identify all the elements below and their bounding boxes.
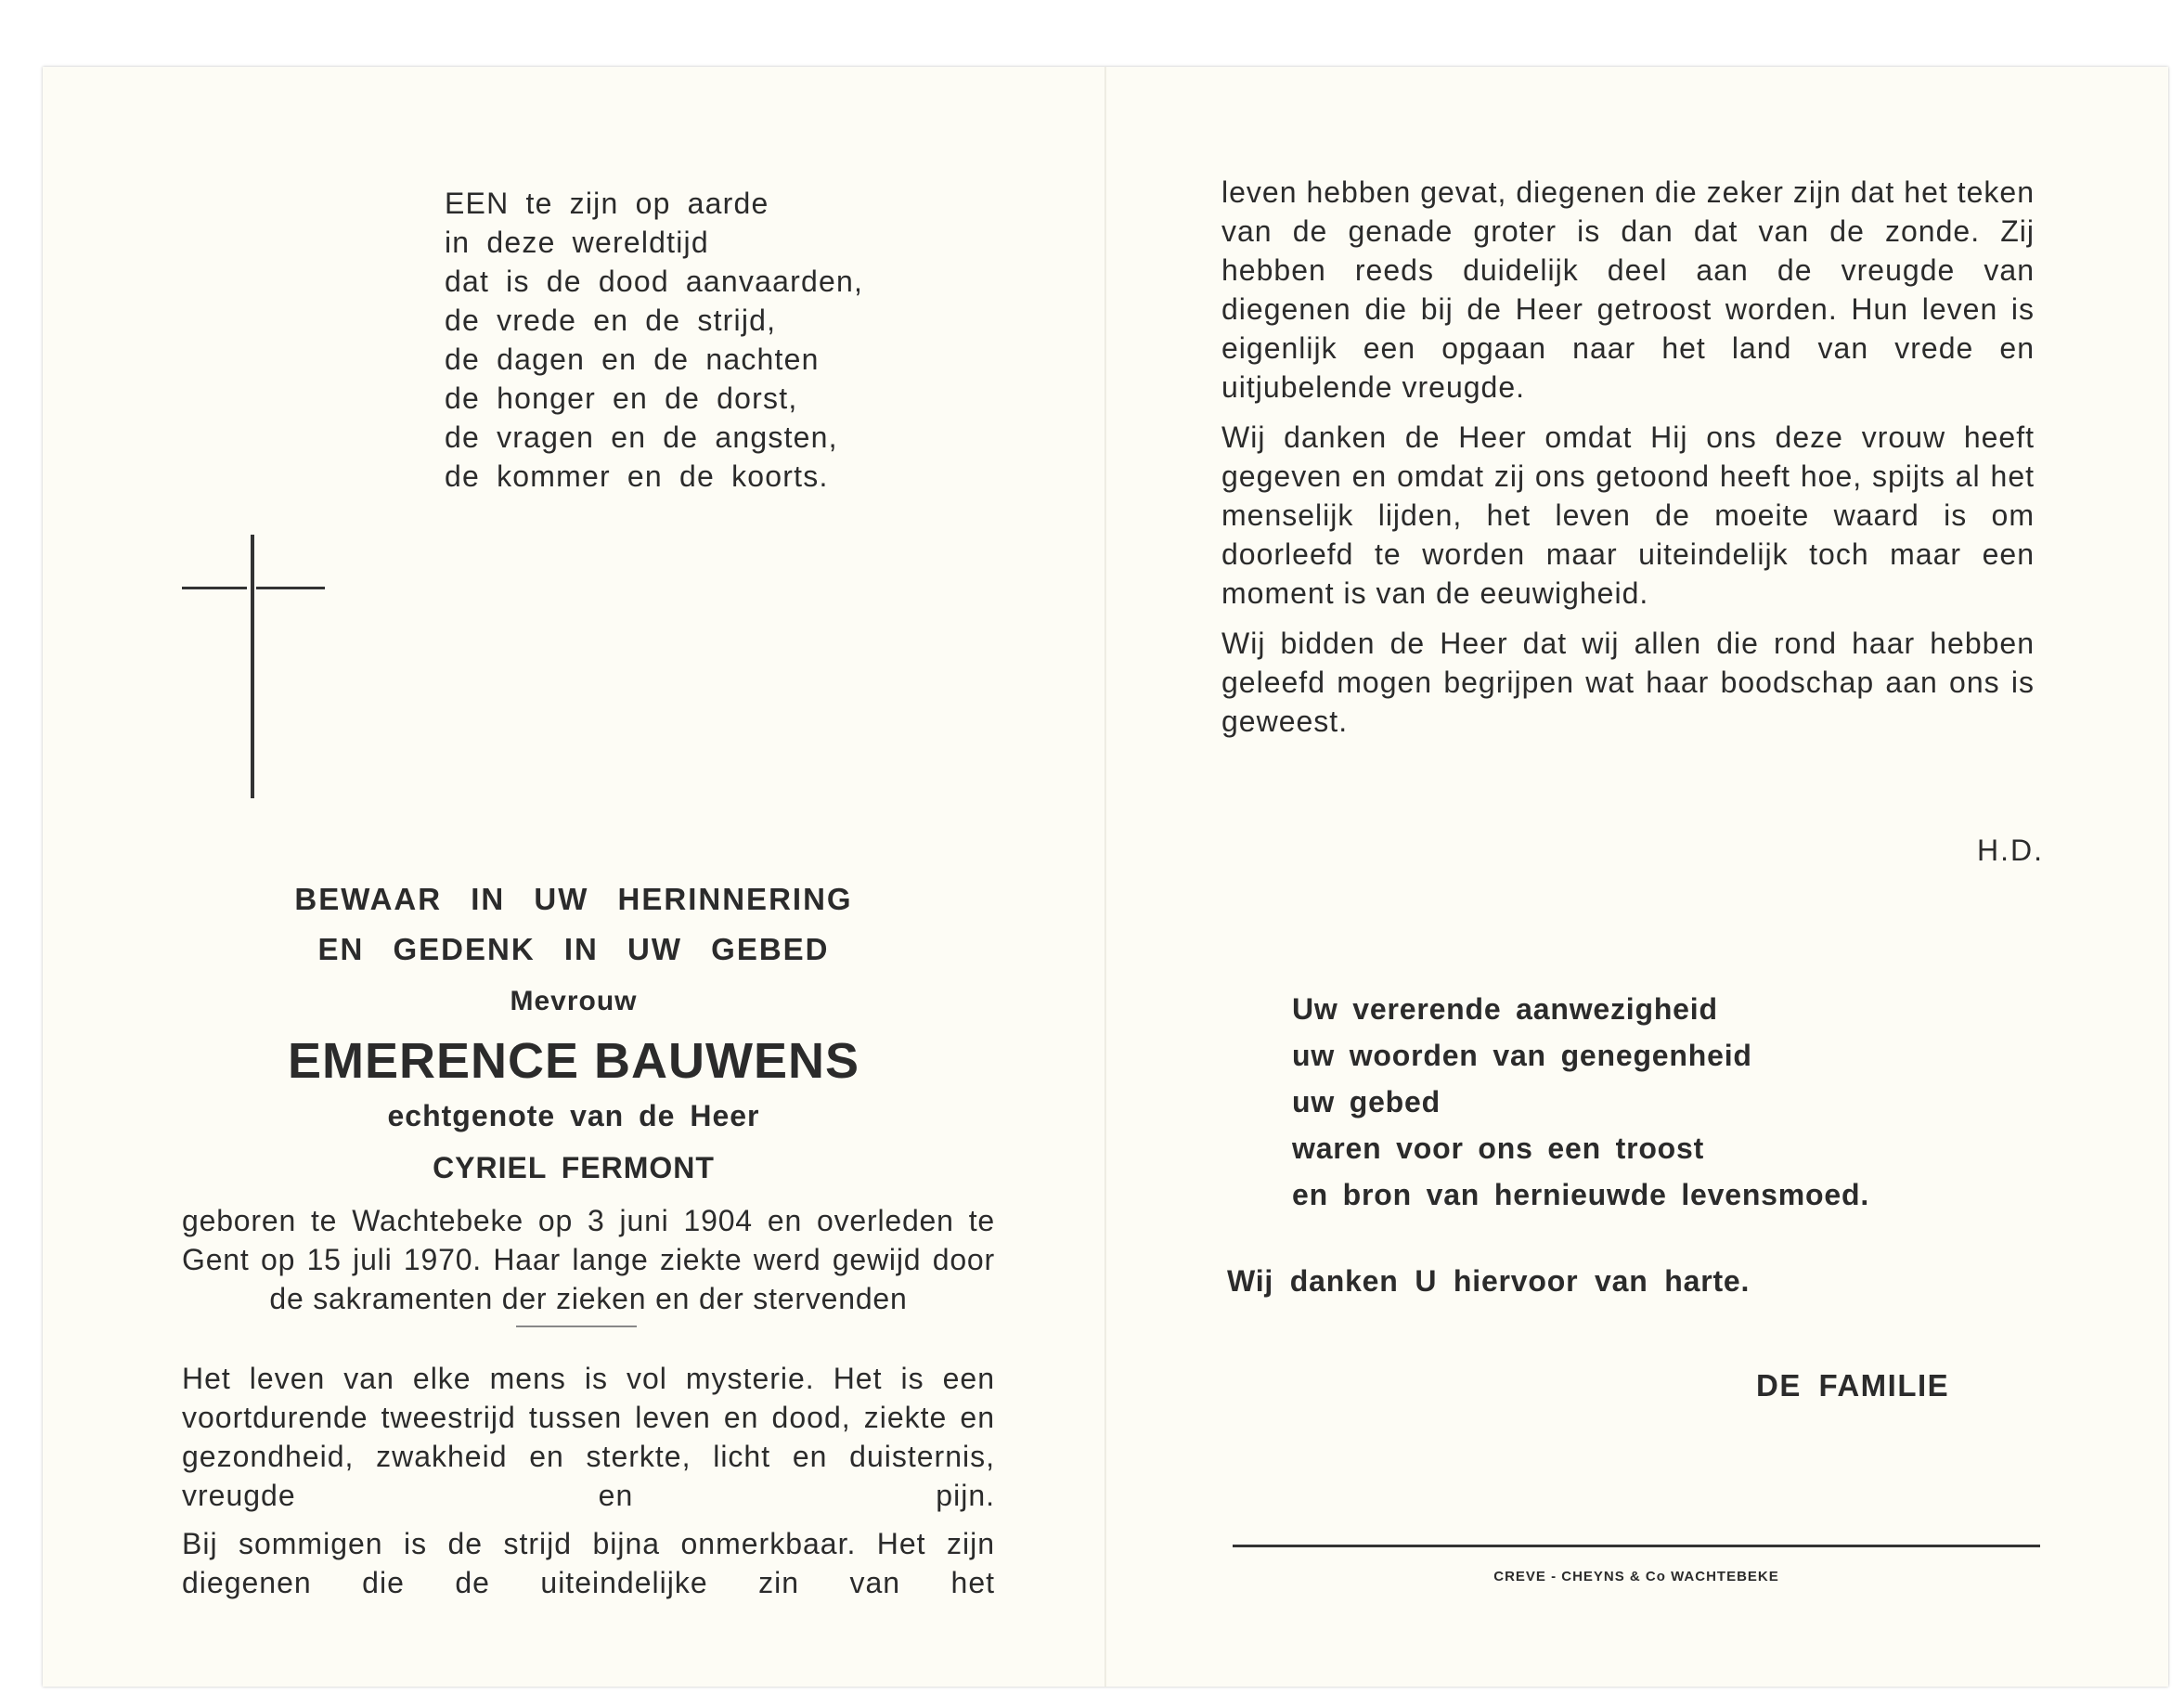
printer-rule <box>1233 1545 2040 1547</box>
heading-line-2: EN GEDENK IN UW GEBED <box>317 932 830 966</box>
poem <box>445 184 964 496</box>
title-mevrouw: Mevrouw <box>510 986 638 1016</box>
paragraph: Wij danken de Heer omdat Hij ons deze vrouw heeft gegeven en omdat zij ons getoond heeft hoe, spijts al het menselijk lijden, het leven de moeite waard is om doorleefd te worden maar uiteindelijk toch maar een moment is van de eeuwigheid. <box>1221 420 2035 610</box>
cross-left-arm <box>182 587 247 589</box>
left-panel <box>43 67 1105 1687</box>
right-panel <box>1106 67 2168 1687</box>
divider-line <box>516 1326 637 1327</box>
poem-line: in deze wereldtijd <box>445 226 709 259</box>
thanks-final: Wij danken U hiervoor van harte. <box>1227 1264 1751 1298</box>
paragraph: Wij bidden de Heer dat wij allen die rond haar hebben geleefd mogen begrijpen wat haar boodschap aan ons is geweest. <box>1221 627 2035 738</box>
poem-line: de vrede en de strijd, <box>445 304 777 337</box>
signature: DE FAMILIE <box>1756 1368 1950 1403</box>
heading-line-1: BEWAAR IN UW HERINNERING <box>294 882 853 916</box>
spouse-name: CYRIEL FERMONT <box>433 1151 715 1184</box>
thanks-line: uw woorden van genegenheid <box>1292 1039 1752 1072</box>
deceased-name: EMERENCE BAUWENS <box>287 1033 860 1089</box>
thanks-line: uw gebed <box>1292 1085 1441 1119</box>
thanks-line: waren voor ons een troost <box>1292 1132 1705 1165</box>
poem-line: dat is de dood aanvaarden, <box>445 265 864 298</box>
printer-credit: CREVE - CHEYNS & Co WACHTEBEKE <box>1493 1569 1779 1584</box>
thanks-line: Uw vererende aanwezigheid <box>1292 992 1718 1026</box>
cross-vertical-bar <box>251 535 254 798</box>
paragraph: Bij sommigen is de strijd bijna onmerkbaar. Het zijn diegenen die de uiteindelijke zin van het <box>182 1527 995 1599</box>
poem-line: de honger en de dorst, <box>445 381 798 415</box>
cross-right-arm <box>256 587 325 589</box>
right-body-text <box>1221 173 2035 752</box>
spouse-label: echtgenote van de Heer <box>387 1099 760 1132</box>
thanks-line: en bron van hernieuwde levensmoed. <box>1292 1178 1870 1211</box>
biography: geboren te Wachtebeke op 3 juni 1904 en overleden te Gent op 15 juli 1970. Haar lange ziekte werd gewijd door de sakramenten der zieken en der stervenden <box>182 1204 995 1315</box>
poem-line: EEN te zijn op aarde <box>445 187 769 220</box>
left-body-text <box>182 1359 995 1611</box>
thanks-verse <box>1292 986 1997 1218</box>
poem-line: de dagen en de nachten <box>445 343 820 376</box>
paragraph: leven hebben gevat, diegenen die zeker zijn dat het teken van de genade groter is dan dat van de zonde. Zij hebben reeds duidelijk deel aan de vreugde van diegenen die bij de Heer getroost worden. Hun leven is eigenlijk een opgaan naar het land van vrede en uitjubelende vreugde. <box>1221 175 2035 404</box>
poem-line: de kommer en de koorts. <box>445 459 829 493</box>
author-initials: H.D. <box>1977 834 2044 867</box>
paragraph: Het leven van elke mens is vol mysterie. Het is een voortdurende tweestrijd tussen leven en dood, ziekte en gezondheid, zwakheid en sterkte, licht en duisternis, vreugde en pijn. <box>182 1362 995 1512</box>
poem-line: de vragen en de angsten, <box>445 420 838 454</box>
